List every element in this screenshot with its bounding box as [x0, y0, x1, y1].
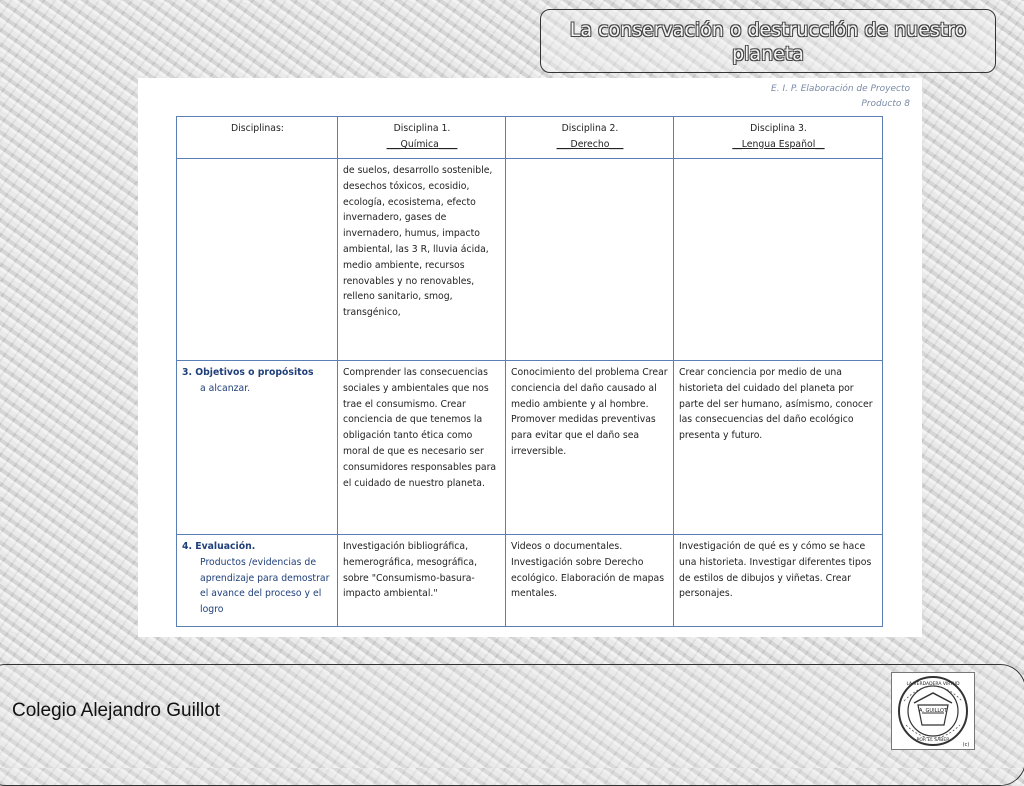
evaluation-cell-quimica: Investigación bibliográfica, hemerográfica, mesográfica, sobre "Consumismo-basura-impacto ambiental." — [338, 535, 506, 627]
objectives-label-cell — [177, 361, 338, 535]
objectives-label-title: 3. Objetivos o propósitos — [182, 367, 314, 378]
terms-cell-espanol — [674, 159, 883, 361]
document-header — [771, 82, 910, 112]
objectives-cell-derecho: Conocimiento del problema Crear conciencia del daño causado al medio ambiente y al hombre. Promover medidas preventivas para evitar que el daño sea irreversible. — [506, 361, 674, 535]
table-row-terms — [177, 159, 883, 361]
header-title: Disciplina 3. — [750, 123, 807, 134]
table-header-row — [177, 117, 883, 159]
svg-text:LA VERDADERA VIRTUD: LA VERDADERA VIRTUD — [906, 682, 960, 687]
header-subtitle: ___Química____ — [386, 138, 458, 150]
svg-text:POR EL SABER: POR EL SABER — [916, 738, 950, 743]
header-subtitle: ___Derecho___ — [556, 138, 624, 150]
school-seal-logo — [891, 672, 975, 750]
header-cell-discipline-2 — [506, 117, 674, 159]
header-title: Disciplina 1. — [393, 123, 451, 134]
header-title: Disciplinas: — [231, 123, 284, 134]
document-image — [138, 78, 922, 637]
terms-cell-derecho — [506, 159, 674, 361]
table-row-evaluation — [177, 535, 883, 627]
evaluation-cell-espanol: Investigación de qué es y cómo se hace una historieta. Investigar diferentes tipos de estilos de dibujos y viñetas. Crear personajes. — [674, 535, 883, 627]
objectives-label-sub: a alcanzar. — [200, 382, 251, 394]
evaluation-label-cell — [177, 535, 338, 627]
header-project-line: E. I. P. Elaboración de Proyecto — [771, 84, 910, 94]
seal-emblem-icon — [892, 673, 974, 749]
header-subtitle: __Lengua Español__ — [732, 138, 825, 150]
table-row-objectives — [177, 361, 883, 535]
slide-title-box — [540, 9, 996, 73]
slide-title: La conservación o destrucción de nuestro planeta — [569, 19, 967, 65]
header-title: Disciplina 2. — [561, 123, 619, 134]
header-cell-discipline-3 — [674, 117, 883, 159]
disciplines-table — [176, 116, 883, 627]
objectives-cell-quimica: Comprender las consecuencias sociales y ambientales que nos trae el consumismo. Crear conciencia de que tenemos la obligación tanto ética como moral de que es necesario ser consumidores responsables para el cuidado de nuestro planeta. — [338, 361, 506, 535]
objectives-cell-espanol: Crear conciencia por medio de una historieta del cuidado del planeta por parte del ser humano, asímismo, conocer las consecuencias del daño ecológico presenta y futuro. — [674, 361, 883, 535]
terms-cell-quimica: de suelos, desarrollo sostenible, desechos tóxicos, ecosidio, ecología, ecosistema, efecto invernadero, gases de invernadero, humus, impacto ambiental, las 3 R, lluvia ácida, medio ambiente, recursos renovables y no renovables, relleno sanitario, smog, transgénico, — [338, 159, 506, 361]
row-label-cell — [177, 159, 338, 361]
school-name: Colegio Alejandro Guillot — [12, 700, 221, 721]
evaluation-label-sub: Productos /evidencias de aprendizaje para demostrar el avance del proceso y el logro — [200, 556, 330, 616]
header-cell-disciplines — [177, 117, 338, 159]
svg-text:(c): (c) — [962, 742, 970, 748]
header-cell-discipline-1 — [338, 117, 506, 159]
header-product-line: Producto 8 — [861, 99, 910, 109]
evaluation-label-title: 4. Evaluación. — [182, 541, 256, 552]
evaluation-cell-derecho: Videos o documentales. Investigación sobre Derecho ecológico. Elaboración de mapas mentales. — [506, 535, 674, 627]
svg-text:A. GUILLOT: A. GUILLOT — [919, 708, 947, 714]
